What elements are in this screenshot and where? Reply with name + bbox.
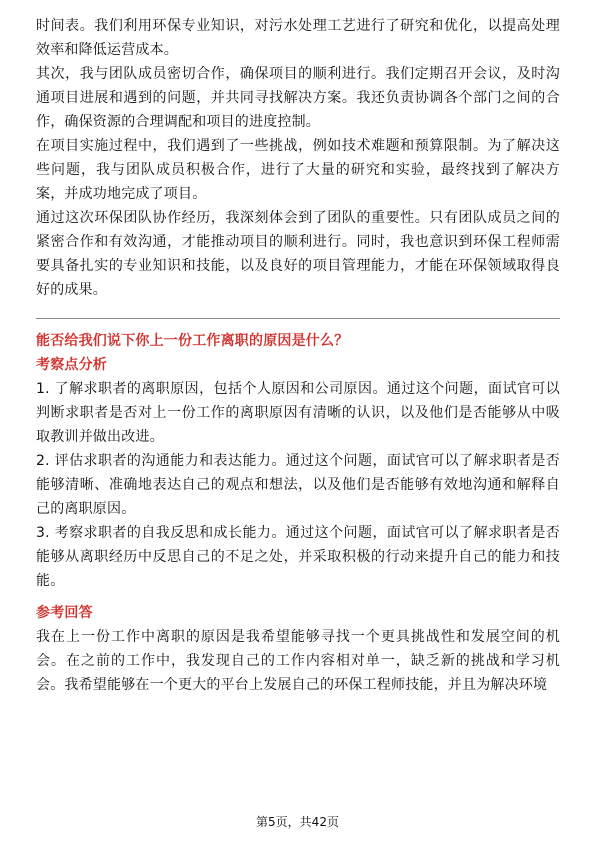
analysis-heading: 考察点分析 [36, 357, 107, 373]
analysis-points [36, 377, 560, 593]
paragraph: 在项目实施过程中，我们遇到了一些挑战，例如技术难题和预算限制。为了解决这些问题，我与团队成员积极合作，进行了大量的研究和实验，最终找到了解决方案，并成功地完成了项目。 [36, 138, 560, 202]
analysis-point: 2. 评估求职者的沟通能力和表达能力。通过这个问题，面试官可以了解求职者是否能够清晰、准确地表达自己的观点和想法，以及他们是否能够有效地沟通和解释自己的离职原因。 [36, 453, 560, 517]
reference-answer-heading: 参考回答 [36, 605, 93, 621]
page-footer: 第5页，共42页 [256, 815, 339, 829]
document-page [36, 14, 560, 697]
paragraph: 其次，我与团队成员密切合作，确保项目的顺利进行。我们定期召开会议，及时沟通项目进展和遇到的问题，并共同寻找解决方案。我还负责协调各个部门之间的合作，确保资源的合理调配和项目的进度控制。 [36, 66, 560, 130]
paragraph: 通过这次环保团队协作经历，我深刻体会到了团队的重要性。只有团队成员之间的紧密合作和有效沟通，才能推动项目的顺利进行。同时，我也意识到环保工程师需要具备扎实的专业知识和技能，以及良好的项目管理能力，才能在环保领域取得良好的成果。 [36, 210, 560, 298]
previous-answer-continuation [36, 14, 560, 302]
analysis-point: 3. 考察求职者的自我反思和成长能力。通过这个问题，面试官可以了解求职者是否能够从离职经历中反思自己的不足之处，并采取积极的行动来提升自己的能力和技能。 [36, 525, 560, 589]
paragraph: 时间表。我们利用环保专业知识，对污水处理工艺进行了研究和优化，以提高处理效率和降低运营成本。 [36, 18, 560, 58]
reference-answer-text: 我在上一份工作中离职的原因是我希望能够寻找一个更具挑战性和发展空间的机会。在之前的工作中，我发现自己的工作内容相对单一，缺乏新的挑战和学习机会。我希望能够在一个更大的平台上发展自己的环保工程师技能，并且为解决环境 [36, 629, 560, 693]
section-divider [36, 318, 560, 319]
analysis-point: 1. 了解求职者的离职原因，包括个人原因和公司原因。通过这个问题，面试官可以判断求职者是否对上一份工作的离职原因有清晰的认识，以及他们是否能够从中吸取教训并做出改进。 [36, 381, 560, 445]
interview-question: 能否给我们说下你上一份工作离职的原因是什么？ [36, 333, 349, 349]
